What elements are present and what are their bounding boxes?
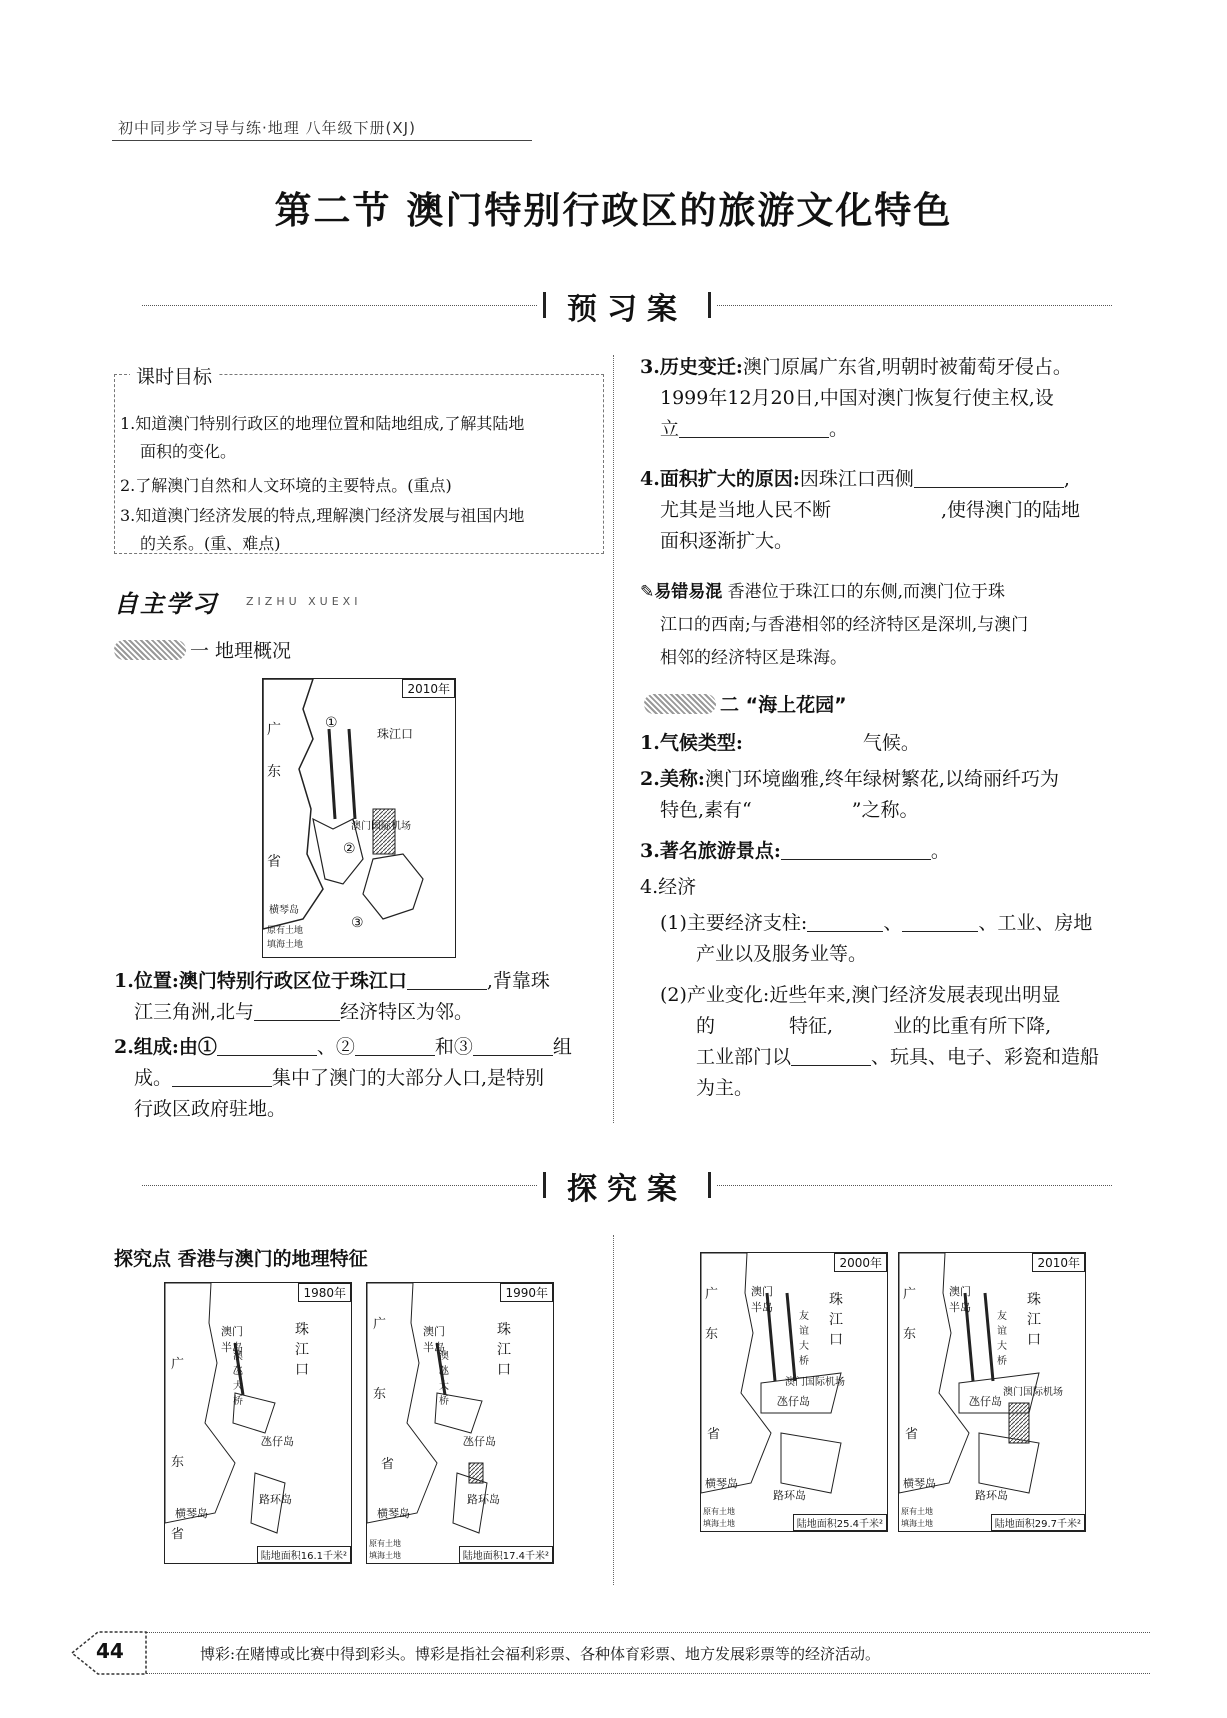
legend-original: 原有土地 bbox=[267, 926, 304, 936]
answer-blank[interactable] bbox=[679, 418, 829, 438]
goal-item: 面积的变化。 bbox=[140, 442, 237, 461]
map-label: ③ bbox=[351, 915, 364, 931]
answer-blank[interactable] bbox=[902, 912, 978, 932]
q-label: 2.美称: bbox=[640, 768, 705, 790]
column-divider-2 bbox=[613, 1235, 614, 1585]
map-label: ① bbox=[325, 715, 338, 731]
map-label: 氹仔岛 bbox=[261, 1435, 294, 1448]
map-label: 路环岛 bbox=[259, 1493, 292, 1506]
map-label: 珠江口 bbox=[295, 1322, 309, 1378]
map-label: 澳门半岛 bbox=[423, 1325, 445, 1354]
band-rule-right bbox=[717, 305, 1112, 306]
q-label: 3.著名旅游景点: bbox=[640, 840, 781, 862]
map-label: 澳门国际机场 bbox=[1003, 1387, 1063, 1398]
q-text: 特征, bbox=[789, 1015, 834, 1037]
zizhu-pinyin: ZIZHU XUEXI bbox=[246, 595, 362, 608]
goal-item: 的关系。(重、难点) bbox=[140, 534, 281, 553]
page-number: 44 bbox=[96, 1639, 124, 1663]
goal-item: 1.知道澳门特别行政区的地理位置和陆地组成,了解其陆地 bbox=[120, 414, 525, 433]
map-label: 路环岛 bbox=[975, 1489, 1008, 1502]
goal-item: 2.了解澳门自然和人文环境的主要特点。(重点) bbox=[120, 476, 452, 495]
q-location bbox=[114, 966, 604, 1028]
topic-badge-icon bbox=[644, 694, 716, 714]
map-label: 澳门国际机场 bbox=[785, 1377, 845, 1388]
macau-map-2010 bbox=[262, 678, 456, 958]
explore-title: 探究点 香港与澳门的地理特征 bbox=[114, 1248, 368, 1270]
topic-badge-icon bbox=[114, 640, 186, 660]
map-label: 广 bbox=[903, 1287, 917, 1302]
map-label: 氹仔岛 bbox=[777, 1395, 810, 1408]
map-label: 珠江口 bbox=[497, 1322, 511, 1378]
map-label: 珠江口 bbox=[829, 1292, 843, 1348]
q-text: ,背靠珠 bbox=[486, 970, 550, 992]
map-label: 省 bbox=[171, 1527, 185, 1542]
answer-blank[interactable] bbox=[254, 1001, 340, 1021]
q-text: 集中了澳门的大部分人口,是特别 bbox=[272, 1067, 545, 1089]
q-text: ,使得澳门的陆地 bbox=[941, 499, 1081, 521]
map-label: 广 bbox=[705, 1287, 719, 1302]
q-text: 1999年12月20日,中国对澳门恢复行使主权,设 bbox=[660, 387, 1054, 409]
topic-1-heading bbox=[114, 636, 291, 667]
page-title: 第二节 澳门特别行政区的旅游文化特色 bbox=[274, 188, 953, 232]
q-composition bbox=[114, 1032, 606, 1125]
topic-2-heading bbox=[644, 690, 847, 721]
map-year: 2010年 bbox=[402, 679, 455, 698]
map-label: 友谊大桥 bbox=[799, 1311, 809, 1367]
answer-blank[interactable] bbox=[172, 1067, 272, 1087]
answer-blank[interactable] bbox=[355, 1036, 435, 1056]
map-drawing bbox=[367, 1283, 553, 1563]
answer-blank[interactable] bbox=[781, 840, 931, 860]
answer-blank[interactable] bbox=[752, 800, 852, 819]
topic-1-label: 一 地理概况 bbox=[190, 640, 292, 662]
map-label: 横琴岛 bbox=[903, 1477, 936, 1490]
q-text: 立 bbox=[660, 418, 680, 440]
q-text: , bbox=[1063, 468, 1070, 490]
running-header: 初中同步学习导与练·地理 八年级下册(XJ) bbox=[118, 119, 416, 137]
section-band-preview bbox=[142, 290, 1112, 327]
map-area: 陆地面积16.1千米² bbox=[257, 1546, 351, 1563]
q-text: 澳门原属广东省,明朝时被葡萄牙侵占。 bbox=[742, 356, 1072, 378]
map-label: 东 bbox=[171, 1455, 185, 1470]
goal-item: 3.知道澳门经济发展的特点,理解澳门经济发展与祖国内地 bbox=[120, 506, 525, 525]
zizhu-heading: 自主学习 bbox=[114, 590, 218, 618]
tip-box bbox=[640, 576, 1136, 675]
q-text: 、玩具、电子、彩瓷和造船 bbox=[871, 1046, 1100, 1068]
q-attractions bbox=[640, 836, 1136, 867]
topic-2-label: 二 “海上花园” bbox=[720, 694, 847, 716]
q-text: 特色,素有“ bbox=[660, 799, 752, 821]
map-label: 东 bbox=[267, 764, 281, 780]
map-label: 横琴岛 bbox=[269, 905, 299, 916]
map-label: 东 bbox=[373, 1387, 387, 1402]
map-area: 陆地面积29.7千米² bbox=[991, 1514, 1085, 1531]
map-label: 省 bbox=[267, 854, 281, 870]
answer-blank[interactable] bbox=[833, 1016, 893, 1035]
map-label: 氹仔岛 bbox=[969, 1395, 1002, 1408]
q-text: 1.位置:澳门特别行政区位于珠江口 bbox=[114, 970, 407, 992]
q-economy: 4.经济 bbox=[640, 876, 697, 898]
legend-original: 原有土地 bbox=[901, 1507, 933, 1516]
map-label: 省 bbox=[905, 1427, 919, 1442]
q-text: 2.组成:由① bbox=[114, 1036, 217, 1058]
q-label: 4.面积扩大的原因: bbox=[640, 468, 800, 490]
q-label: 1.气候类型: bbox=[640, 732, 743, 754]
map-1990 bbox=[366, 1282, 554, 1564]
map-1980 bbox=[164, 1282, 352, 1564]
band-rule-right bbox=[717, 1185, 1112, 1186]
answer-blank[interactable] bbox=[407, 970, 487, 990]
answer-blank[interactable] bbox=[715, 1016, 789, 1035]
section-label-explore: 探究案 bbox=[537, 1164, 717, 1208]
tip-text: 相邻的经济特区是珠海。 bbox=[660, 648, 847, 668]
q-text: 的 bbox=[696, 1015, 716, 1037]
map-label: 澳门国际机场 bbox=[351, 821, 411, 832]
map-year: 1990年 bbox=[500, 1283, 553, 1302]
q-text: 尤其是当地人民不断 bbox=[660, 499, 832, 521]
footer-rule-bottom bbox=[146, 1673, 1150, 1674]
band-rule-left bbox=[142, 305, 537, 306]
q-text: 为主。 bbox=[696, 1077, 754, 1099]
q-text: 经济特区为邻。 bbox=[340, 1001, 474, 1023]
goals-title: 课时目标 bbox=[130, 362, 218, 389]
q-economy-2 bbox=[660, 980, 1140, 1104]
map-label: 珠江口 bbox=[377, 727, 414, 741]
map-label: 澳氹大桥 bbox=[233, 1351, 243, 1407]
q-text: 。 bbox=[930, 840, 950, 862]
q-text: 因珠江口西侧 bbox=[799, 468, 914, 490]
legend-original: 原有土地 bbox=[369, 1539, 401, 1548]
map-year: 2010年 bbox=[1032, 1253, 1085, 1272]
map-label: 横琴岛 bbox=[175, 1507, 208, 1520]
answer-blank[interactable] bbox=[743, 733, 863, 752]
map-year: 1980年 bbox=[298, 1283, 351, 1302]
q-text: 行政区政府驻地。 bbox=[134, 1098, 287, 1120]
answer-blank[interactable] bbox=[807, 912, 883, 932]
answer-blank[interactable] bbox=[831, 500, 941, 519]
q-text: 和③ bbox=[434, 1036, 473, 1058]
map-area: 陆地面积25.4千米² bbox=[793, 1514, 887, 1531]
q-text: 江三角洲,北与 bbox=[134, 1001, 255, 1023]
answer-blank[interactable] bbox=[791, 1046, 871, 1066]
footer-rule-top bbox=[146, 1632, 1150, 1633]
answer-blank[interactable] bbox=[217, 1036, 317, 1056]
map-label: 路环岛 bbox=[467, 1493, 500, 1506]
section-label-preview: 预习案 bbox=[537, 284, 717, 328]
map-label: 路环岛 bbox=[773, 1489, 806, 1502]
q-text: 组 bbox=[552, 1036, 572, 1058]
q-history bbox=[640, 352, 1136, 445]
map-label: 澳门半岛 bbox=[751, 1285, 773, 1314]
q-text: 工业部门以 bbox=[696, 1046, 792, 1068]
q-text: 产业以及服务业等。 bbox=[696, 943, 868, 965]
q-text: 成。 bbox=[134, 1067, 173, 1089]
q-text: ”之称。 bbox=[851, 799, 919, 821]
q-text: 业的比重有所下降, bbox=[893, 1015, 1052, 1037]
map-drawing bbox=[165, 1283, 351, 1563]
map-label: 澳氹大桥 bbox=[439, 1351, 449, 1407]
map-label: ② bbox=[343, 841, 356, 857]
band-rule-left bbox=[142, 1185, 537, 1186]
tip-label: 易错易混 bbox=[654, 582, 723, 602]
map-area: 陆地面积17.4千米² bbox=[459, 1546, 553, 1563]
q-text: 、② bbox=[316, 1036, 355, 1058]
map-label: 友谊大桥 bbox=[997, 1311, 1007, 1367]
map-label: 珠江口 bbox=[1027, 1292, 1041, 1348]
q-text: (2)产业变化:近些年来,澳门经济发展表现出明显 bbox=[660, 984, 1061, 1006]
q-text: 澳门环境幽雅,终年绿树繁花,以绮丽纤巧为 bbox=[704, 768, 1059, 790]
legend-reclaimed: 填海土地 bbox=[369, 1551, 401, 1560]
q-economy-1 bbox=[660, 908, 1140, 970]
footer-note: 博彩:在赌博或比赛中得到彩头。博彩是指社会福利彩票、各种体育彩票、地方发展彩票等的经济活动。 bbox=[200, 1645, 881, 1663]
legend-reclaimed: 填海土地 bbox=[901, 1519, 933, 1528]
map-2000 bbox=[700, 1252, 888, 1532]
q-text: 、 bbox=[883, 912, 903, 934]
section-band-explore bbox=[142, 1170, 1112, 1207]
map-2010 bbox=[898, 1252, 1086, 1532]
tip-text: 江口的西南;与香港相邻的经济特区是深圳,与澳门 bbox=[660, 615, 1029, 635]
q-text: (1)主要经济支柱: bbox=[660, 912, 808, 934]
legend-reclaimed: 填海土地 bbox=[267, 940, 304, 950]
map-label: 广 bbox=[171, 1357, 185, 1372]
q-text: 。 bbox=[829, 418, 849, 440]
map-label: 横琴岛 bbox=[705, 1477, 738, 1490]
q-area-reason bbox=[640, 464, 1136, 557]
q-nickname bbox=[640, 764, 1136, 826]
map-label: 省 bbox=[381, 1457, 395, 1472]
legend-reclaimed: 填海土地 bbox=[703, 1519, 735, 1528]
header-rule bbox=[112, 140, 532, 141]
q-text: 面积逐渐扩大。 bbox=[660, 530, 794, 552]
answer-blank[interactable] bbox=[473, 1036, 553, 1056]
map-label: 东 bbox=[903, 1327, 917, 1342]
q-climate bbox=[640, 728, 1136, 759]
map-label: 广 bbox=[267, 722, 281, 738]
q-text: 、工业、房地 bbox=[978, 912, 1093, 934]
map-label: 横琴岛 bbox=[377, 1507, 410, 1520]
legend-original: 原有土地 bbox=[703, 1507, 735, 1516]
answer-blank[interactable] bbox=[914, 468, 1064, 488]
map-year: 2000年 bbox=[834, 1253, 887, 1272]
map-label: 省 bbox=[707, 1427, 721, 1442]
map-label: 氹仔岛 bbox=[463, 1435, 496, 1448]
q-text: 气候。 bbox=[862, 732, 920, 754]
map-label: 澳门半岛 bbox=[949, 1285, 971, 1314]
map-label: 广 bbox=[373, 1317, 387, 1332]
map-label: 澳门半岛 bbox=[221, 1325, 243, 1354]
map-label: 东 bbox=[705, 1327, 719, 1342]
column-divider bbox=[613, 355, 614, 1123]
tip-text: 香港位于珠江口的东侧,而澳门位于珠 bbox=[727, 582, 1006, 602]
pencil-icon: ✎ bbox=[640, 582, 655, 602]
q-label: 3.历史变迁: bbox=[640, 356, 743, 378]
